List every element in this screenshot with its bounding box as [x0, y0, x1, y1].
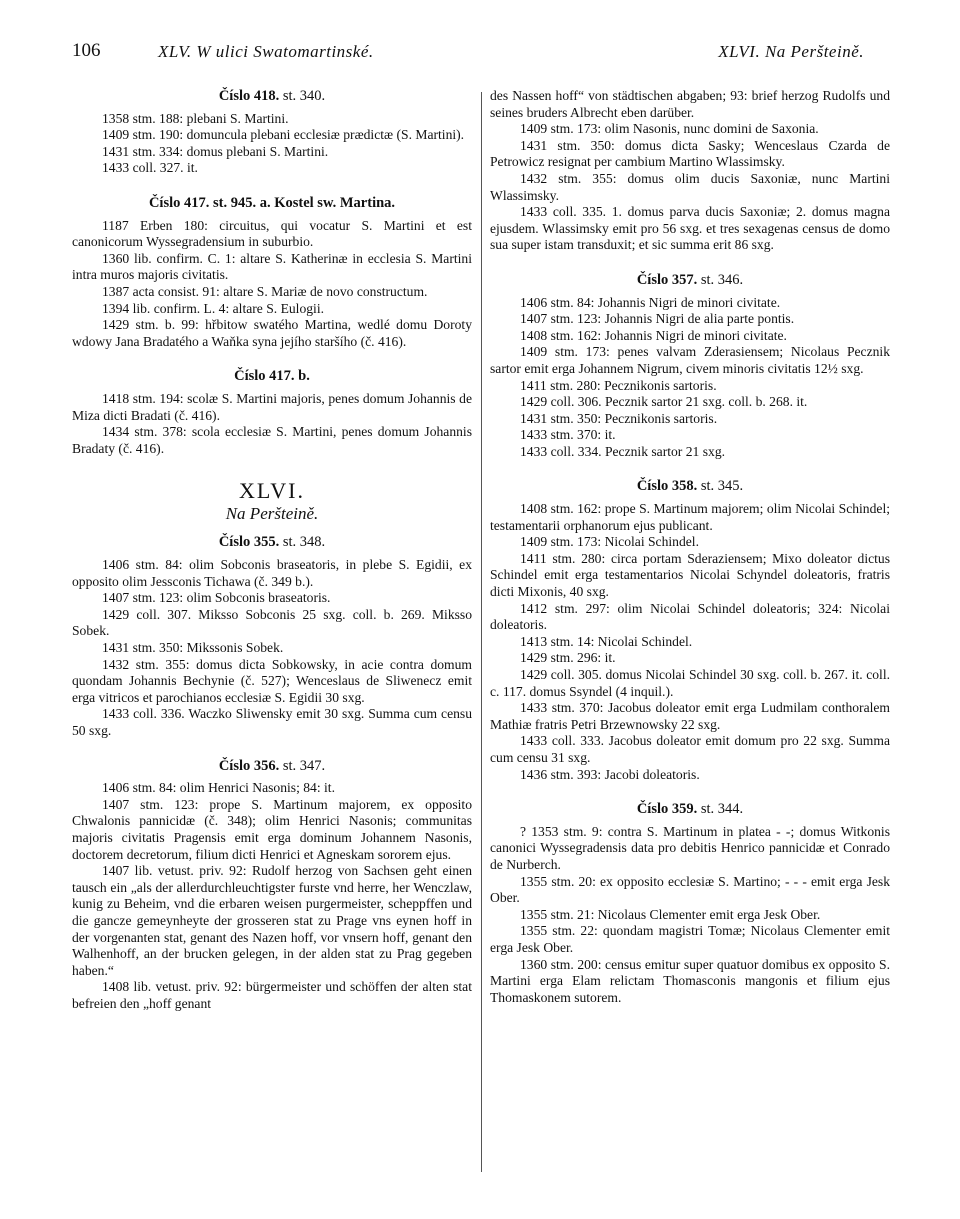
entry: ? 1353 stm. 9: contra S. Martinum in platea - -; domus Witkonis canonici Wyssegradensis data pro debitis Henrico pannicidæ et Conrado de Nurberch.: [490, 823, 890, 872]
entry: 1413 stm. 14: Nicolai Schindel.: [520, 633, 693, 649]
entry: 1407 lib. vetust. priv. 92: Rudolf herzog von Sachsen geht einen tausch ein „als der allerdurchleuchtigster furste vnd herre, her Wenczlaw, kunig zu Beheim, vnd die erbaren weisen purgermeister, scheppffen und die gancze gemeynheyte der grosseren stat zu Prage vns eynen hoff in der vorgenanten stat, genant des Nazen hoff, vor vnsern hoff, genant den Walhenhoff, an der brucken gelegen, in der alden stat zu Prag gegeben haben.“: [72, 863, 472, 978]
section-heading-417: Číslo 417. st. 945. a. Kostel sw. Martina.: [148, 194, 396, 211]
entry: 1411 stm. 280: circa portam Sderaziensem; Mixo doleator dictus Schindel emit erga testamentarios Nicolai Schyndel doleatoris, fratris dicti Mixonis, 40 sxg.: [490, 550, 890, 600]
entry: 1412 stm. 297: olim Nicolai Schindel doleatoris; 324: Nicolai doleatoris.: [490, 600, 890, 633]
chapter-number: XLVI.: [238, 478, 306, 504]
entry: 1409 stm. 173: penes valvam Zderasiensem; Nicolaus Pecznik sartor emit erga Johannem Nigrum, civem minoris civitatis 12½ sxg.: [490, 344, 890, 376]
chapter-title: Na Peršteině.: [225, 503, 319, 523]
entry: 1433 coll. 335. 1. domus parva ducis Saxoniæ; 2. domus magna ejusdem. Wlassimsky emit pro 56 sxg. et tres sexagenas census de domo sua super istam transduxit; et sic summa erit 86 sxg.: [490, 204, 890, 253]
entry: 1429 coll. 307. Miksso Sobconis 25 sxg. coll. b. 269. Miksso Sobek.: [72, 606, 472, 639]
entry: 1408 stm. 162: prope S. Martinum majorem; olim Nicolai Schindel; testamentarii orphanorum ejus publicant.: [490, 501, 890, 533]
entry: 1408 lib. vetust. priv. 92: bürgermeister und schöffen der alten stat befreien den „hoff genant: [72, 979, 472, 1011]
entry: 1429 stm. 296: it.: [520, 650, 616, 666]
continued-text: des Nassen hoff“ von städtischen abgaben; 93: brief herzog Rudolfs und seines bruders Albrecht eben darüber.: [490, 88, 890, 120]
entry: 1360 stm. 200: census emitur super quatuor domibus ex opposito S. Martini erga Elam relictam Thomasconis mangonis et filium ejus Thomaskonem sutorem.: [490, 956, 890, 1005]
entry: 1406 stm. 84: olim Sobconis braseatoris, in plebe S. Egidii, ex opposito olim Jessconis Tichawa (č. 349 b.).: [72, 557, 472, 589]
entry: 1431 stm. 350: Pecznikonis sartoris.: [520, 410, 718, 426]
entry: 1387 acta consist. 91: altare S. Mariæ de novo constructum.: [102, 283, 428, 299]
entry: 1431 stm. 334: domus plebani S. Martini.: [102, 143, 329, 159]
running-title-right: XLVI. Na Peršteině.: [718, 42, 864, 61]
entry: 1431 stm. 350: domus dicta Sasky; Wenceslaus Czarda de Petrowicz resignat per cambium Martino Wlassimsky.: [490, 137, 890, 170]
entry: 1408 stm. 162: Johannis Nigri de minori civitate.: [520, 327, 787, 343]
section-heading-355: Číslo 355. st. 348.: [218, 534, 326, 551]
entry: 1429 stm. b. 99: hřbitow swatého Martina, wedlé domu Doroty wdowy Jana Bradatého a Waňka syna jejího staršího (č. 416).: [72, 317, 472, 349]
entry: 1358 stm. 188: plebani S. Martini.: [102, 110, 289, 126]
entry: 1407 stm. 123: olim Sobconis braseatoris.: [102, 590, 331, 606]
entry: 1411 stm. 280: Pecznikonis sartoris.: [520, 377, 717, 393]
right-column: [490, 88, 890, 1006]
entry: 1433 stm. 370: Jacobus doleator emit erga Ludmilam conthoralem Mathiæ fratris Petri Brzewnowsky 22 sxg.: [490, 700, 890, 732]
page-number: 106: [72, 40, 101, 61]
entry: 1360 lib. confirm. C. 1: altare S. Katherinæ in ecclesia S. Martini intra muros majoris civitatis.: [72, 250, 472, 283]
entry: 1429 coll. 305. domus Nicolai Schindel 30 sxg. coll. b. 267. it. coll. c. 117. domus Ssyndel (4 inquil.).: [490, 667, 890, 699]
entry: 1436 stm. 393: Jacobi doleatoris.: [520, 766, 700, 782]
section-heading-418: Číslo 418. st. 340.: [218, 88, 326, 104]
entry: 1418 stm. 194: scolæ S. Martini majoris, penes domum Johannis de Miza dicti Bradati (č. 416).: [72, 390, 472, 423]
entry: 1187 Erben 180: circuitus, qui vocatur S. Martini et est canonicorum Wyssegradensium in suburbio.: [72, 217, 472, 250]
entry: 1431 stm. 350: Mikssonis Sobek.: [102, 640, 284, 656]
column-divider: [481, 92, 482, 1172]
entry: 1409 stm. 190: domuncula plebani ecclesiæ prædictæ (S. Martini).: [102, 127, 465, 143]
entry: 1355 stm. 20: ex opposito ecclesiæ S. Martino; - - - emit erga Jesk Ober.: [490, 873, 890, 906]
section-heading-358: Číslo 358. st. 345.: [636, 478, 744, 495]
running-title-left: XLV. W ulici Swatomartinské.: [158, 42, 374, 61]
entry: 1433 stm. 370: it.: [520, 427, 616, 443]
entry: 1433 coll. 334. Pecznik sartor 21 sxg.: [520, 443, 726, 459]
entry: 1406 stm. 84: olim Henrici Nasonis; 84: it.: [102, 780, 335, 796]
section-heading-356: Číslo 356. st. 347.: [218, 757, 326, 774]
section-heading-417b: Číslo 417. b.: [234, 368, 310, 385]
entry: 1394 lib. confirm. L. 4: altare S. Eulogii.: [102, 300, 324, 316]
section-heading-357: Číslo 357. st. 346.: [636, 271, 744, 288]
entry: 1434 stm. 378: scola ecclesiæ S. Martini, penes domum Johannis Bradaty (č. 416).: [72, 424, 472, 456]
entry: 1433 coll. 333. Jacobus doleator emit domum pro 22 sxg. Summa cum censu 31 sxg.: [490, 733, 890, 765]
entry: 1429 coll. 306. Pecznik sartor 21 sxg. coll. b. 268. it.: [520, 394, 808, 410]
entry: 1355 stm. 22: quondam magistri Tomæ; Nicolaus Clementer emit erga Jesk Ober.: [490, 923, 890, 955]
entry: 1407 stm. 123: Johannis Nigri de alia parte pontis.: [520, 311, 795, 327]
left-column: [72, 88, 472, 1013]
entry: 1409 stm. 173: olim Nasonis, nunc domini de Saxonia.: [520, 121, 819, 137]
entry: 1355 stm. 21: Nicolaus Clementer emit erga Jesk Ober.: [520, 906, 821, 922]
running-head: [72, 40, 888, 66]
entry: 1409 stm. 173: Nicolai Schindel.: [520, 534, 699, 550]
entry: 1432 stm. 355: domus dicta Sobkowsky, in acie contra domum quondam Johannis Bechynie (č. 527); Wenceslaus de Sliwenecz emit erga vitricos et parochianos ecclesiæ S. Egidii 30 sxg.: [72, 656, 472, 705]
entry: 1433 coll. 336. Waczko Sliwensky emit 30 sxg. Summa cum censu 50 sxg.: [72, 706, 472, 738]
entry: 1407 stm. 123: prope S. Martinum majorem, ex opposito Chwalonis pannicidæ (č. 348); olim Henrici Nasonis; communitas majoris civitatis Pragensis emit erga dominum Johannem Nasonis, doctorem decretorum, filium dicti Henrici et Agneskam sororem ejus.: [72, 796, 472, 862]
entry: 1432 stm. 355: domus olim ducis Saxoniæ, nunc Martini Wlassimsky.: [490, 170, 890, 203]
entry: 1406 stm. 84: Johannis Nigri de minori civitate.: [520, 294, 781, 310]
section-heading-359: Číslo 359. st. 344.: [636, 801, 744, 818]
entry: 1433 coll. 327. it.: [102, 160, 198, 176]
